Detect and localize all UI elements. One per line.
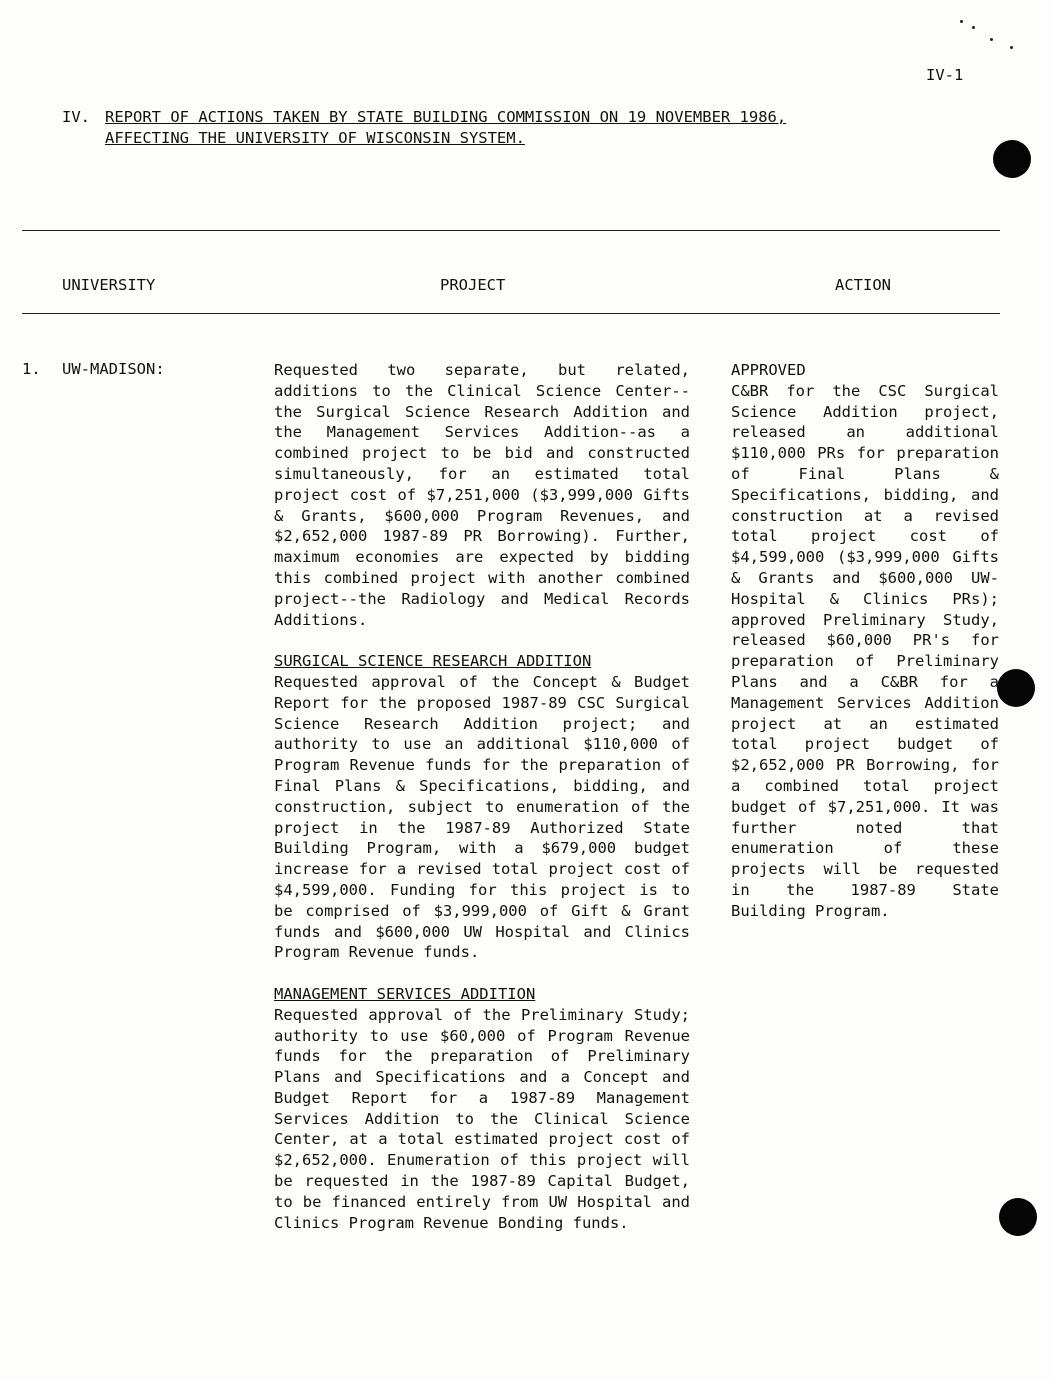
action-text: C&BR for the CSC Surgical Science Addition project, released an additional $110,000 PRs for preparation of Final Plans & Specifications, bidding, and construction at a revised total project cost of $4,599,000 ($3,999,000 Gifts & Grants and $600,000 UW-Hospital & Clinics PRs); approved Preliminary Study, released $60,000 PR's for preparation of Preliminary Plans and a C&BR for a Management Services Addition project at an estimated total project budget of $2,652,000 PR Borrowing, for a combined total project budget of $7,251,000. It was further noted that enumeration of these projects will be requested in the 1987-89 State Building Program. [731, 381, 999, 920]
column-header-project: PROJECT [440, 276, 506, 294]
scan-speck [1010, 46, 1013, 49]
item-number: 1. [22, 360, 41, 378]
header-rule-top [22, 230, 1000, 231]
column-header-action: ACTION [835, 276, 891, 294]
project-column [274, 360, 690, 1233]
page-number: IV-1 [926, 66, 964, 84]
header-rule-bottom [22, 313, 1000, 314]
punch-hole [999, 1198, 1037, 1236]
scan-speck [990, 38, 993, 41]
scan-speck [960, 20, 963, 23]
project-intro: Requested two separate, but related, additions to the Clinical Science Center--the Surgical Science Research Addition and the Management Services Addition--as a combined project to be bid and constructed simultaneously, for an estimated total project cost of $7,251,000 ($3,999,000 Gifts & Grants, $600,000 Program Revenues, and $2,652,000 1987-89 PR Borrowing). Further, maximum economies are expected by bidding this combined project with another combined project--the Radiology and Medical Records Additions. [274, 361, 690, 629]
punch-hole [997, 669, 1035, 707]
punch-hole [993, 140, 1031, 178]
surgical-science-heading: SURGICAL SCIENCE RESEARCH ADDITION [274, 652, 592, 671]
item-university: UW-MADISON: [62, 360, 165, 378]
section-title-line-2: AFFECTING THE UNIVERSITY OF WISCONSIN SYSTEM. [105, 129, 525, 147]
management-services-heading: MANAGEMENT SERVICES ADDITION [274, 984, 536, 1003]
scan-speck [972, 26, 975, 29]
column-header-university: UNIVERSITY [62, 276, 156, 294]
section-number: IV. [62, 108, 90, 126]
action-column [731, 360, 999, 922]
management-services-text: Requested approval of the Preliminary Study; authority to use $60,000 of Program Revenue funds for the preparation of Preliminary Plans and Specifications and a Concept and Budget Report for a 1987-89 Management Services Addition to the Clinical Science Center, at a total estimated project cost of $2,652,000. Enumeration of this project will be requested in the 1987-89 Capital Budget, to be financed entirely from UW Hospital and Clinics Program Revenue Bonding funds. [274, 1005, 690, 1232]
action-status: APPROVED [731, 361, 806, 379]
section-title-line-1: REPORT OF ACTIONS TAKEN BY STATE BUILDING COMMISSION ON 19 NOVEMBER 1986, [105, 108, 787, 126]
surgical-science-text: Requested approval of the Concept & Budget Report for the proposed 1987-89 CSC Surgical Science Research Addition project; and authority to use an additional $110,000 of Program Revenue funds for the preparation of Final Plans & Specifications, bidding, and construction, subject to enumeration of the project in the 1987-89 Authorized State Building Program, with a $679,000 budget increase for a revised total project cost of $4,599,000. Funding for this project is to be comprised of $3,999,000 of Gift & Grant funds and $600,000 UW Hospital and Clinics Program Revenue funds. [274, 672, 690, 962]
